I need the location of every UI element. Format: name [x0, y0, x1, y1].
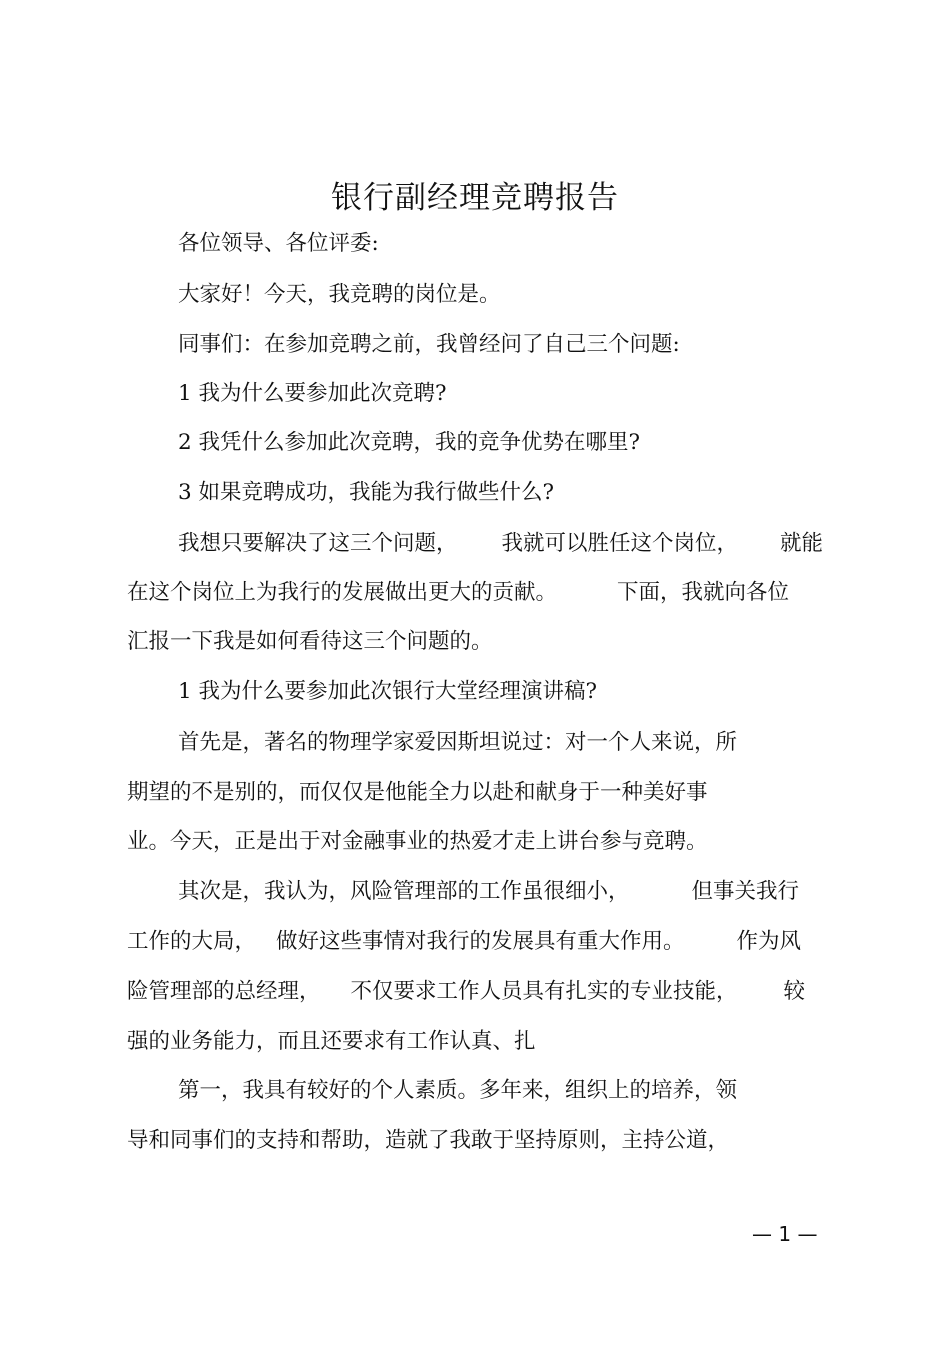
- text-segment: 不仅要求工作人员具有扎实的专业技能，: [350, 979, 738, 1004]
- text-segment: 下面，我就向各位: [617, 580, 790, 605]
- paragraph-3-line-4: 强的业务能力，而且还要求有工作认真、扎: [127, 1029, 536, 1054]
- paragraph-1-line-1: [178, 529, 823, 559]
- section-1-heading: 1 我为什么要参加此次银行大堂经理演讲稿?: [178, 679, 598, 704]
- text-segment: 但事关我行: [691, 879, 800, 904]
- text-segment: 其次是，我认为，风险管理部的工作虽很细小，: [178, 879, 630, 904]
- text-segment: 作为风: [736, 929, 802, 954]
- text-segment: 工作的大局，: [127, 929, 257, 954]
- question-3: 3 如果竞聘成功，我能为我行做些什么?: [178, 480, 555, 505]
- paragraph-3-line-1: [178, 877, 799, 907]
- text-segment: 我想只要解决了这三个问题，: [178, 531, 458, 556]
- paragraph-1-line-3: 汇报一下我是如何看待这三个问题的。: [127, 629, 493, 654]
- page-number: — 1 —: [752, 1222, 818, 1246]
- text-segment: 我就可以胜任这个岗位，: [501, 531, 739, 556]
- question-1: 1 我为什么要参加此次竞聘?: [178, 381, 447, 406]
- text-segment: 就能: [780, 531, 824, 556]
- text-segment: 险管理部的总经理，: [127, 979, 321, 1004]
- paragraph-2-line-2: 期望的不是别的，而仅仅是他能全力以赴和献身于一种美好事: [127, 780, 708, 805]
- text-segment: 较: [783, 979, 806, 1004]
- salutation: 各位领导、各位评委:: [178, 231, 379, 256]
- document-title: 银行副经理竞聘报告: [331, 180, 619, 216]
- paragraph-3-line-3: [127, 977, 805, 1007]
- intro-paragraph: 同事们：在参加竞聘之前，我曾经问了自己三个问题:: [178, 332, 680, 357]
- text-segment: 做好这些事情对我行的发展具有重大作用。: [276, 929, 685, 954]
- paragraph-2-line-3: 业。今天，正是出于对金融事业的热爱才走上讲台参与竞聘。: [127, 829, 708, 854]
- question-2: 2 我凭什么参加此次竞聘，我的竞争优势在哪里?: [178, 430, 641, 455]
- paragraph-4-line-2: 导和同事们的支持和帮助，造就了我敢于坚持原则，主持公道，: [127, 1128, 730, 1153]
- paragraph-1-line-2: [127, 578, 789, 608]
- greeting-paragraph: 大家好！今天，我竞聘的岗位是。: [178, 282, 501, 307]
- text-segment: 在这个岗位上为我行的发展做出更大的贡献。: [127, 580, 558, 605]
- paragraph-3-line-2: [127, 927, 801, 957]
- paragraph-2-line-1: 首先是，著名的物理学家爱因斯坦说过：对一个人来说，所: [178, 730, 738, 755]
- paragraph-4-line-1: 第一，我具有较好的个人素质。多年来，组织上的培养，领: [178, 1078, 738, 1103]
